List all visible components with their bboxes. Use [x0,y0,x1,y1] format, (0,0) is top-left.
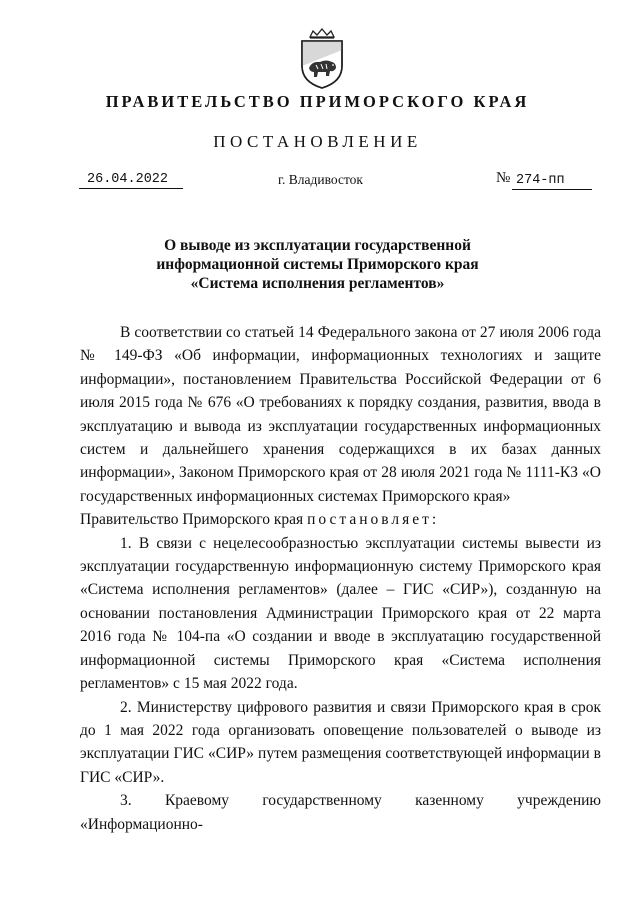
heading-line-1: О выводе из эксплуатации государственной [164,237,471,254]
item-3: 3. Краевому государственному казенному учреждению «Информационно- [80,792,601,833]
document-type: ПОСТАНОВЛЕНИЕ [213,132,422,151]
decree-word: постановляет: [307,511,440,529]
document-city: г. Владивосток [278,172,363,187]
number-sign: № [496,170,511,186]
government-title: ПРАВИТЕЛЬСТВО ПРИМОРСКОГО КРАЯ [105,92,530,111]
document-number: 274-пп [512,173,592,190]
preamble-paragraph [80,321,601,508]
document-date: 26.04.2022 [79,172,183,189]
heading-line-2: информационной системы Приморского края [156,256,479,273]
item-2: 2. Министерству цифрового развития и связи Приморского края в срок до 1 мая 2022 года организовать оповещение пользователей о выводе из эксплуатации ГИС «СИР» путем размещения соответствующей информации в ГИС «СИР». [80,698,601,786]
heading-line-3: «Система исполнения регламентов» [190,275,445,292]
preamble-text: В соответствии со статьей 14 Федерального закона от 27 июля 2006 года № 149-ФЗ «Об информации, информационных технологиях и защите информации», постановлением Правительства Российской Федерации от 6 июля 2015 года № 676 «О требованиях к порядку создания, развития, ввода в эксплуатацию и вывода из эксплуатации государственных информационных систем и дальнейшего хранения содержащихся в их базах данных информации», Законом Приморского края от 28 июля 2021 года № 1111-КЗ «О государственных информационных системах Приморского края» [80,324,601,505]
item-1: 1. В связи с нецелесообразностью эксплуатации системы вывести из эксплуатации государственную информационную систему Приморского края «Система исполнения регламентов» (далее – ГИС «СИР»), созданную на основании постановления Администрации Приморского края от 22 марта 2016 года № 104-па «О создании и вводе в эксплуатацию государственной информационной системы Приморского края «Система исполнения регламентов» с 15 мая 2022 года. [80,534,601,693]
preamble-end-paragraph [80,508,601,531]
document-heading [0,236,635,293]
preamble-end-text: Правительство Приморского края [80,511,304,529]
document-body [80,321,601,836]
coat-of-arms-icon [296,28,348,90]
